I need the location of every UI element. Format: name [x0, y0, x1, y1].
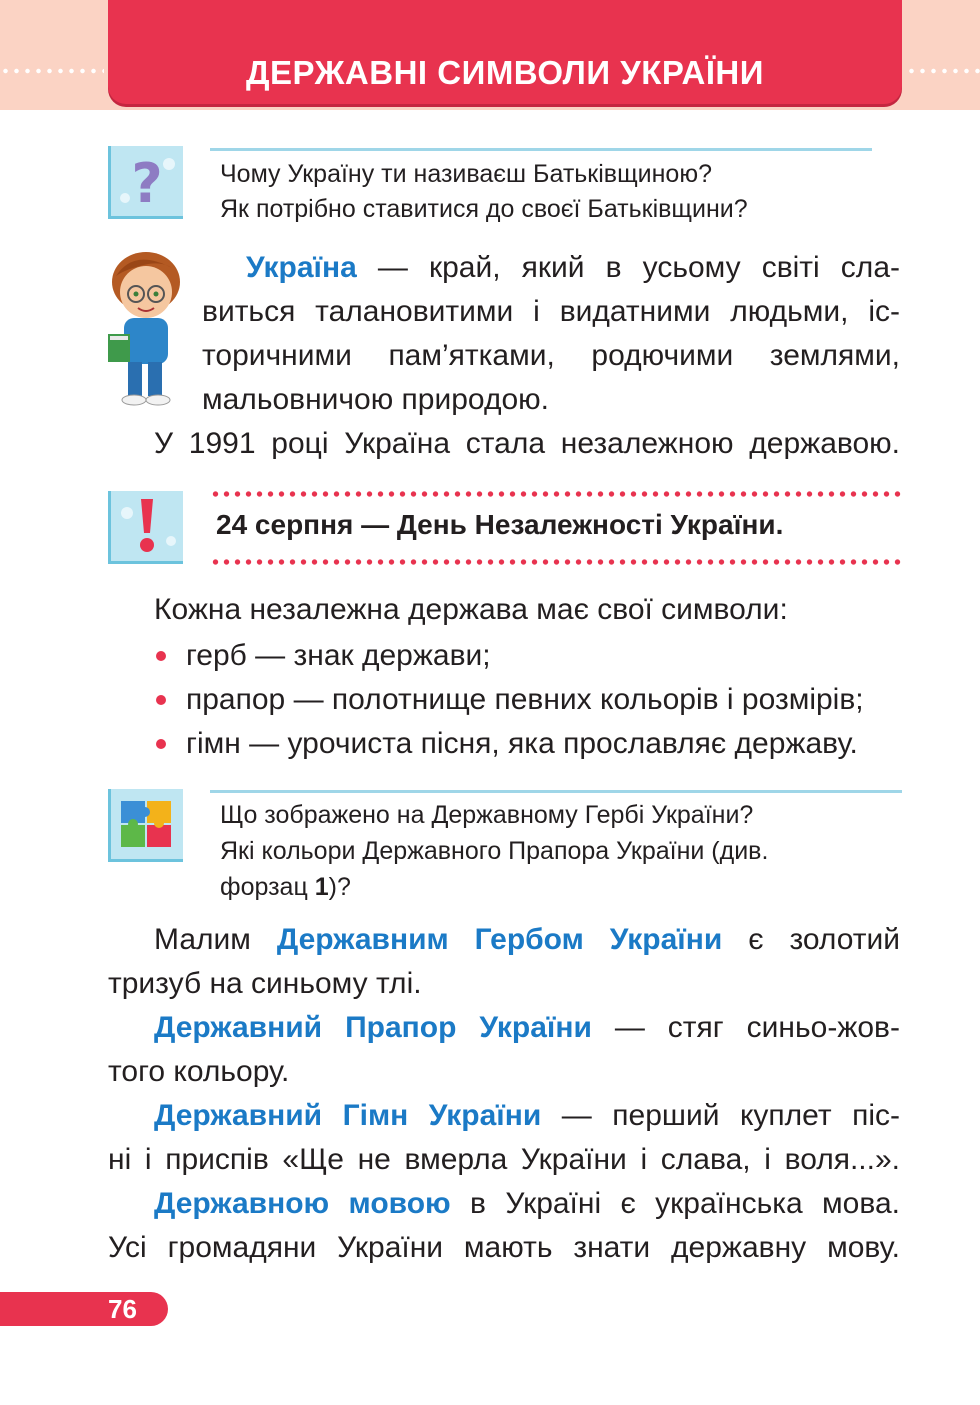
question-rule — [210, 148, 872, 151]
intro-line-4: мальовничою природою. — [202, 383, 549, 416]
header-dots-left — [0, 68, 104, 74]
task-line-1: Що зображено на Державному Гербі України? — [220, 801, 754, 829]
highlight-dots-bottom — [210, 559, 902, 565]
term-anthem: Державний Гімн України — [154, 1099, 542, 1132]
symbols-lead: Кожна незалежна держава має свої символи: — [154, 593, 788, 626]
language-line-2: Усі громадяни України мають знати державну мову. — [108, 1231, 900, 1264]
svg-text:?: ? — [131, 152, 163, 215]
language-line-1: Державною мовою в Україні є українська мова. — [154, 1187, 900, 1220]
task-rule — [210, 790, 902, 793]
anthem-line-2: ні і приспів «Ще не вмерла України і слава, і воля...». — [108, 1143, 900, 1176]
flag-line-2: того кольору. — [108, 1055, 290, 1088]
header-dots-right — [906, 68, 980, 74]
title-banner — [108, 0, 902, 104]
bullet-3 — [156, 739, 166, 749]
page-number-tab — [0, 1292, 168, 1326]
puzzle-icon — [108, 789, 183, 862]
independence-sentence: У 1991 році Україна стала незалежною державою. — [154, 427, 900, 460]
page-number: 76 — [108, 1294, 137, 1324]
flag-line-1: Державний Прапор України — стяг синьо-жов- — [154, 1011, 900, 1044]
coat-of-arms-line-2: тризуб на синьому тлі. — [108, 967, 422, 1000]
list-item: прапор — полотнище певних кольорів і розмірів; — [186, 683, 864, 716]
term-ukraine: Україна — [246, 251, 357, 284]
page-title: ДЕРЖАВНІ СИМВОЛИ УКРАЇНИ — [246, 54, 764, 91]
highlight-dots-top — [210, 491, 902, 497]
question-line-2: Як потрібно ставитися до своєї Батьківщини? — [220, 195, 748, 223]
question-mark-icon — [108, 146, 183, 219]
independence-day-statement: 24 серпня — День Незалежності України. — [216, 509, 784, 540]
boy-with-books-illustration — [94, 242, 194, 412]
term-flag: Державний Прапор України — [154, 1011, 592, 1044]
intro-line-2: виться талановитими і видатними людьми, іс- — [202, 295, 900, 328]
bullet-2 — [156, 695, 166, 705]
term-coat-of-arms: Державним Гербом України — [276, 923, 723, 956]
bullet-1 — [156, 651, 166, 661]
task-line-2: Які кольори Державного Прапора України (див. — [220, 837, 769, 865]
term-language: Державною мовою — [154, 1187, 451, 1220]
list-item: гімн — урочиста пісня, яка прославляє державу. — [186, 727, 858, 760]
coat-of-arms-line-1: Малим Державним Гербом України є золотий — [154, 923, 901, 956]
task-line-3: форзац 1)? — [220, 873, 351, 901]
intro-line-3: торичними пам’ятками, родючими землями, — [202, 339, 900, 372]
intro-line-1: Україна — край, який в усьому світі сла- — [246, 251, 900, 284]
exclamation-mark-icon — [108, 491, 183, 564]
list-item: герб — знак держави; — [186, 639, 491, 672]
question-line-1: Чому Україну ти називаєш Батьківщиною? — [220, 160, 712, 188]
anthem-line-1: Державний Гімн України — перший куплет піс- — [154, 1099, 900, 1132]
